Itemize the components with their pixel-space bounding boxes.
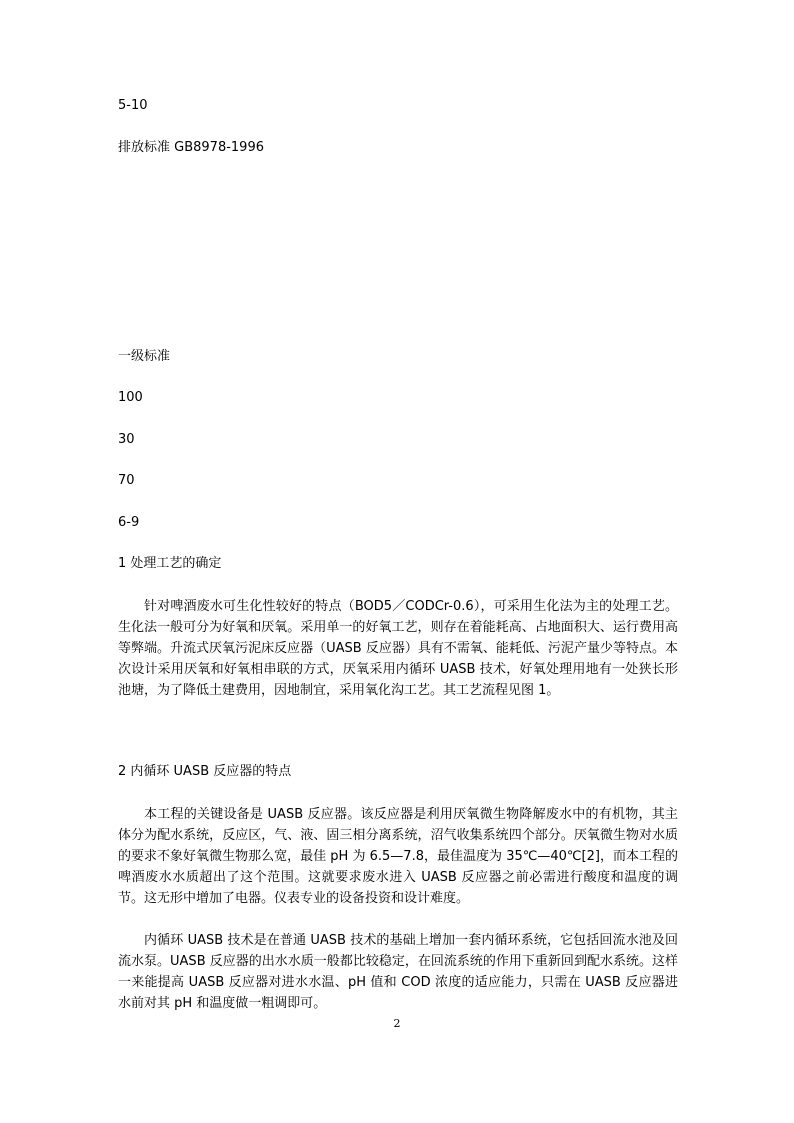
standard-value-4: 6-9 — [118, 515, 140, 530]
standard-grade-label: 一级标准 — [118, 349, 171, 364]
section-2-paragraph-1: 本工程的关键设备是 UASB 反应器。该反应器是利用厌氧微生物降解废水中的有机物，其主体分为配水系统，反应区，气、液、固三相分离系统，沼气收集系统四个部分。厌氧微生物对水质的要求不象好氧微生物那么宽，最佳 pH 为 6.5—7.8，最佳温度为 35℃—40℃[2]，而本工程的啤酒废水水质超出了这个范围。这就要求废水进入 UASB 反应器之前必需进行酸度和温度的调节。这无形中增加了电器。仪表专业的设备投资和设计难度。 — [118, 807, 678, 906]
section-1-paragraph: 针对啤酒废水可生化性较好的特点（BOD5／CODCr-0.6），可采用生化法为主的处理工艺。生化法一般可分为好氧和厌氧。采用单一的好氧工艺，则存在着能耗高、占地面积大、运行费用高等弊端。升流式厌氧污泥床反应器（UASB 反应器）具有不需氧、能耗低、污泥产量少等特点。本次设计采用厌氧和好氧相串联的方式，厌氧采用内循环 UASB 技术，好氧处理用地有一处狭长形池塘，为了降低土建费用，因地制宜，采用氧化沟工艺。其工艺流程见图 1。 — [118, 599, 678, 698]
section-2-heading: 2 内循环 UASB 反应器的特点 — [118, 764, 292, 779]
section-2-paragraph-2: 内循环 UASB 技术是在普通 UASB 技术的基础上增加一套内循环系统，它包括回流水池及回流水泵。UASB 反应器的出水水质一般都比较稳定，在回流系统的作用下重新回到配水系统。这样一来能提高 UASB 反应器对进水水温、pH 值和 COD 浓度的适应能力，只需在 UASB 反应器进水前对其 pH 和温度做一粗调即可。 — [118, 933, 678, 1011]
page-number: 2 — [393, 1017, 401, 1030]
top-line-value: 5-10 — [118, 98, 148, 113]
section-1-heading: 1 处理工艺的确定 — [118, 556, 222, 571]
standard-value-1: 100 — [118, 390, 143, 405]
discharge-standard-line: 排放标准 GB8978-1996 — [118, 140, 264, 155]
standard-value-3: 70 — [118, 473, 135, 488]
standard-value-2: 30 — [118, 432, 135, 447]
